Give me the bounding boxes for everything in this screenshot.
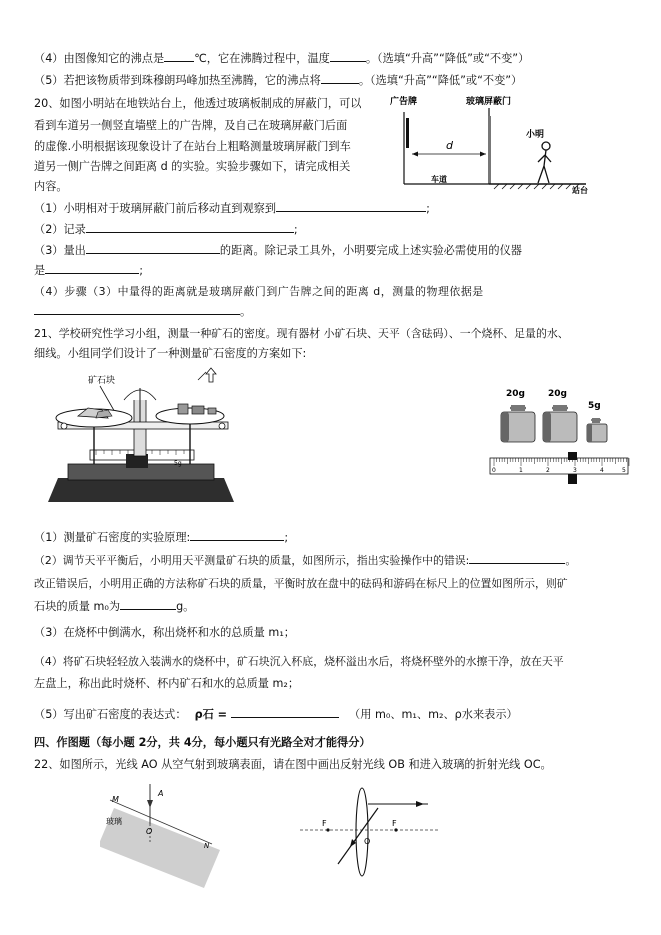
svg-text:N: N <box>204 842 210 850</box>
rider-top <box>568 452 577 460</box>
q21-stem-line1: 21、学校研究性学习小组，测量一种矿石的密度。现有器材 小矿石块、天平（含砝码）、一个烧杯、足量的水、 <box>34 327 569 340</box>
svg-text:F: F <box>392 819 397 828</box>
q22-lens-figure <box>300 780 440 880</box>
vernier-ruler <box>488 450 632 490</box>
glass-door-label: 玻璃屏蔽门 <box>466 97 512 107</box>
svg-text:F: F <box>322 819 327 828</box>
platform-label: 站台 <box>572 186 588 194</box>
answer-blank[interactable] <box>330 50 366 62</box>
q21-step1: （1）测量矿石密度的实验原理: ; <box>34 531 289 544</box>
q20-stem-line2: 看到车道另一侧竖直墙壁上的广告牌，及自己在玻璃屏蔽门后面 <box>34 119 348 132</box>
svg-text:3: 3 <box>573 467 577 474</box>
answer-blank[interactable] <box>86 221 294 233</box>
distance-d-label: d <box>446 139 453 152</box>
section-title: 四、作图题（每小题 2分，共 4分，每小题只有光路全对才能得分） <box>34 736 371 749</box>
answer-blank[interactable] <box>45 262 139 274</box>
answer-blank[interactable] <box>164 50 194 62</box>
balance-base <box>48 478 234 502</box>
q21-step3: （3）在烧杯中倒满水，称出烧杯和水的总质量 m₁； <box>34 626 295 639</box>
glass-door <box>488 116 491 184</box>
convex-lens <box>356 788 371 876</box>
q20-figure <box>386 92 620 194</box>
svg-text:玻璃: 玻璃 <box>106 817 122 826</box>
answer-blank[interactable] <box>190 529 284 541</box>
weight-20g-1 <box>501 405 535 442</box>
q20-step1: （1）小明相对于玻璃屏蔽门前后移动直到观察到 ; <box>34 202 430 215</box>
svg-text:1: 1 <box>519 467 523 474</box>
svg-text:O: O <box>146 827 153 836</box>
person-figure <box>538 142 551 183</box>
q20-stem-line1: 20、如图小明站在地铁站台上，他透过玻璃板制成的屏蔽门，可以 <box>34 97 362 110</box>
answer-blank[interactable] <box>321 72 359 84</box>
rider-bottom <box>568 474 577 484</box>
svg-text:5: 5 <box>622 467 626 474</box>
q22-reflection-figure <box>100 780 220 890</box>
weight2-label: 20g <box>548 389 567 399</box>
answer-blank[interactable] <box>86 242 220 254</box>
svg-text:A: A <box>158 789 164 798</box>
svg-text:4: 4 <box>600 467 604 474</box>
q21-stem-line2: 细线。小组同学们设计了一种测量矿石密度的方案如下: <box>34 347 307 360</box>
svg-text:O: O <box>364 837 371 846</box>
weight-5g <box>587 418 607 442</box>
answer-blank[interactable] <box>120 598 176 610</box>
q21-step4-cont: 左盘上，称出此时烧杯、杯内矿石和水的总质量 m₂； <box>34 677 300 690</box>
q20-step4: （4）步骤（3）中量得的距离就是玻璃屏蔽门到广告牌之间的距离 d，测量的物理依据是 <box>34 285 484 298</box>
q21-step2-mass: 石块的质量 m₀为 g。 <box>34 600 195 613</box>
q20-stem-line5: 内容。 <box>34 180 68 193</box>
weight-20g-2 <box>543 405 577 442</box>
answer-blank[interactable] <box>276 200 426 212</box>
ad-board <box>406 118 409 148</box>
tweezers-icon <box>206 368 216 382</box>
svg-text:2: 2 <box>546 467 550 474</box>
q20-stem-line4: 道另一侧广告牌之间距离 d 的实验。实验步骤如下，请完成相关 <box>34 160 351 173</box>
balance-figure <box>38 366 244 506</box>
svg-text:M: M <box>112 795 119 804</box>
answer-blank[interactable] <box>231 706 339 718</box>
q20-step4-cont: 。 <box>34 303 251 319</box>
ad-board-label: 广告牌 <box>390 97 418 107</box>
answer-blank[interactable] <box>34 303 240 315</box>
weight3-label: 5g <box>588 401 601 411</box>
track-label: 车道 <box>431 175 447 184</box>
q21-step2: （2）调节天平平衡后，小明用天平测量矿石块的质量，如图所示，指出实验操作中的错误: 。 <box>34 554 577 567</box>
q20-stem-line3: 的虚像.小明根据该现象设计了在站台上粗略测量玻璃屏蔽门到车 <box>34 140 351 153</box>
q21-step2-cont: 改正错误后，小明用正确的方法称矿石块的质量，平衡时放在盘中的砝码和游码在标尺上的位置如图所示，则矿 <box>34 577 568 590</box>
q22-stem: 22、如图所示，光线 AO 从空气射到玻璃表面，请在图中画出反射光线 OB 和进入玻璃的折射光线 OC。 <box>34 758 552 771</box>
q20-step2: （2）记录 ; <box>34 223 298 236</box>
weight1-label: 20g <box>506 389 525 399</box>
svg-text:5g: 5g <box>174 460 182 467</box>
q19-part4: （4）由图像知它的沸点是 ℃，它在沸腾过程中，温度 。（选填“升高”“降低”或“不变”） <box>34 52 530 65</box>
q21-step4: （4）将矿石块轻轻放入装满水的烧杯中，矿石块沉入杯底，烧杯溢出水后，将烧杯壁外的水擦干净，放在天平 <box>34 655 564 668</box>
q19-part5: （5）若把该物质带到珠穆朗玛峰加热至沸腾，它的沸点将 。（选填“升高”“降低”或“不变”） <box>34 74 523 87</box>
answer-blank[interactable] <box>469 552 565 564</box>
person-label: 小明 <box>526 130 545 140</box>
ore-label: 矿石块 <box>88 376 116 386</box>
q21-step5: （5）写出矿石密度的表达式： ρ石 = （用 m₀、m₁、m₂、ρ水来表示） <box>34 708 518 721</box>
q20-step3: （3）量出 的距离。除记录工具外，小明要完成上述实验必需使用的仪器 <box>34 244 522 257</box>
q20-step3-cont: 是 ; <box>34 264 143 277</box>
svg-text:0: 0 <box>492 467 496 474</box>
